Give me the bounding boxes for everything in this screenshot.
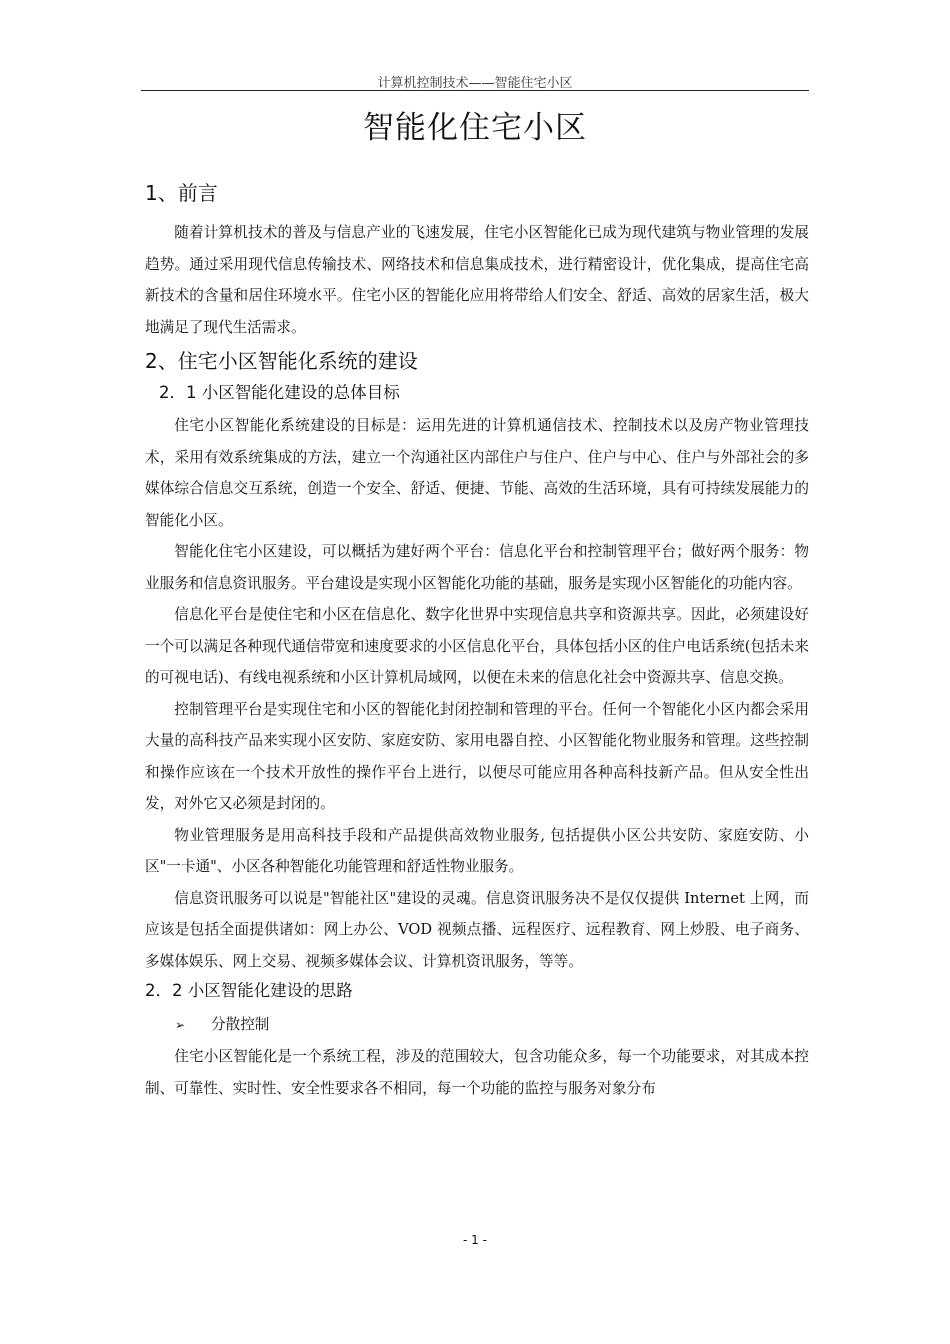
document-title: 智能化住宅小区	[363, 110, 587, 146]
paragraph: 住宅小区智能化系统建设的目标是：运用先进的计算机通信技术、控制技术以及房产物业管理技术，采用有效系统集成的方法，建立一个沟通社区内部住户与住户、住户与中心、住户与外部社会的多媒体综合信息交互系统，创造一个安全、舒适、便捷、节能、高效的生活环境，具有可持续发展能力的智能化小区。	[145, 417, 809, 529]
arrow-bullet-icon: ➢	[175, 1018, 186, 1032]
running-header: 计算机控制技术——智能住宅小区	[377, 76, 573, 91]
paragraph: 智能化住宅小区建设，可以概括为建好两个平台：信息化平台和控制管理平台；做好两个服务：物业服务和信息资讯服务。平台建设是实现小区智能化功能的基础，服务是实现小区智能化的功能内容。	[145, 543, 809, 592]
subsection-heading-overall-goal: 2．1 小区智能化建设的总体目标	[159, 383, 400, 402]
paragraph: 控制管理平台是实现住宅和小区的智能化封闭控制和管理的平台。任何一个智能化小区内都会采用大量的高科技产品来实现小区安防、家庭安防、家用电器自控、小区智能化物业服务和管理。这些控制和操作应该在一个技术开放性的操作平台上进行，以便尽可能应用各种高科技新产品。但从安全性出发，对外它又必须是封闭的。	[145, 700, 809, 812]
page-number: - 1 -	[463, 1233, 487, 1247]
paragraph: 物业管理服务是用高科技手段和产品提供高效物业服务, 包括提供小区公共安防、家庭安防、小区"一卡通"、小区各种智能化功能管理和舒适性物业服务。	[145, 826, 809, 875]
document-body	[145, 178, 809, 1104]
bullet-label: 分散控制	[211, 1016, 270, 1033]
header-rule	[141, 90, 809, 91]
bullet-item	[145, 1009, 809, 1041]
paragraph: 信息资讯服务可以说是"智能社区"建设的灵魂。信息资讯服务决不是仅仅提供 Internet 上网，而应该是包括全面提供诸如：网上办公、VOD 视频点播、远程医疗、远程教育、网上炒股、电子商务、多媒体娱乐、网上交易、视频多媒体会议、计算机资讯服务，等等。	[145, 889, 809, 970]
section-heading-preface: 1、前言	[145, 181, 218, 205]
paragraph: 信息化平台是使住宅和小区在信息化、数字化世界中实现信息共享和资源共享。因此，必须建设好一个可以满足各种现代通信带宽和速度要求的小区信息化平台，具体包括小区的住户电话系统(包括未来的可视电话)、有线电视系统和小区计算机局域网，以便在未来的信息化社会中资源共享、信息交换。	[145, 606, 809, 686]
section-heading-system-construction: 2、住宅小区智能化系统的建设	[145, 349, 418, 373]
paragraph: 随着计算机技术的普及与信息产业的飞速发展，住宅小区智能化已成为现代建筑与物业管理的发展趋势。通过采用现代信息传输技术、网络技术和信息集成技术，进行精密设计，优化集成，提高住宅高新技术的含量和居住环境水平。住宅小区的智能化应用将带给人们安全、舒适、高效的居家生活，极大地满足了现代生活需求。	[145, 224, 809, 336]
subsection-heading-approach: 2．2 小区智能化建设的思路	[145, 981, 353, 1000]
paragraph: 住宅小区智能化是一个系统工程，涉及的范围较大，包含功能众多，每一个功能要求，对其成本控制、可靠性、实时性、安全性要求各不相同，每一个功能的监控与服务对象分布	[145, 1048, 809, 1097]
